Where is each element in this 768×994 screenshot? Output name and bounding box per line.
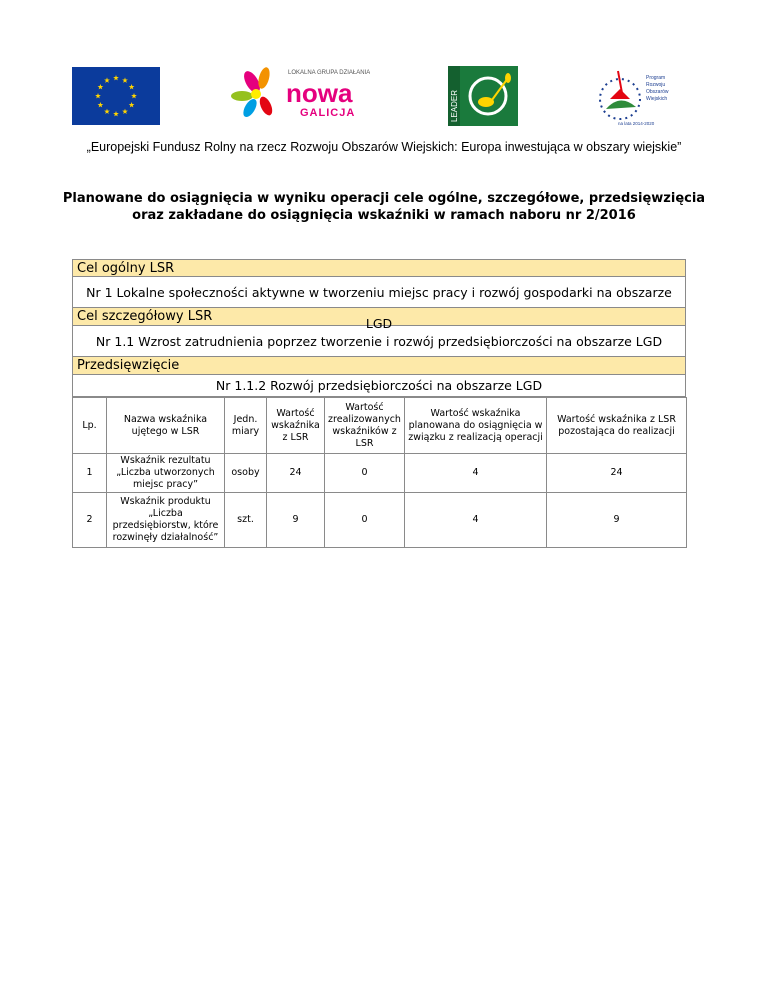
table-header-row: [73, 398, 687, 454]
table-row: [73, 493, 687, 548]
table-cell: 9: [547, 493, 687, 548]
table-cell: 24: [547, 454, 687, 493]
prow-line-2: Rozwoju: [646, 82, 666, 88]
prow-line-1: Program: [646, 75, 666, 81]
header-cell: Lp.: [73, 398, 107, 454]
leader-wordmark: LEADER: [450, 89, 459, 122]
indicator-table: [72, 259, 686, 548]
general-goal-value: Nr 1 Lokalne społeczności aktywne w tworzeniu miejsc pracy i rozwój gospodarki na obszarze LGD: [72, 277, 686, 308]
header-cell: Wartość wskaźnika z LSR pozostająca do realizacji: [547, 398, 687, 454]
prow-years: na lata 2014-2020: [618, 121, 655, 126]
table-cell: 0: [325, 454, 405, 493]
table-cell: 2: [73, 493, 107, 548]
header-cell: Jedn. miary: [225, 398, 267, 454]
specific-goal-value: Nr 1.1 Wzrost zatrudnienia poprzez tworzenie i rozwój przedsiębiorczości na obszarze LGD: [72, 326, 686, 357]
indicators-grid: [72, 397, 687, 548]
header-cell: Wartość wskaźnika z LSR: [267, 398, 325, 454]
logo-bar: [0, 58, 768, 128]
project-label: Przedsięwzięcie: [72, 357, 686, 375]
table-cell: 9: [267, 493, 325, 548]
document-title: Planowane do osiągnięcia w wyniku operacji cele ogólne, szczegółowe, przedsięwzięcia oraz zakładane do osiągnięcia wskaźniki w ramach naboru nr 2/2016: [62, 191, 706, 223]
table-cell: Wskaźnik rezultatu „Liczba utworzonych miejsc pracy”: [107, 454, 225, 493]
specific-goal-label: Cel szczegółowy LSR: [72, 308, 686, 326]
header-cell: Wartość zrealizowanych wskaźników z LSR: [325, 398, 405, 454]
prow-line-3: Obszarów: [646, 89, 669, 95]
table-cell: osoby: [225, 454, 267, 493]
table-cell: szt.: [225, 493, 267, 548]
header-cell: Wartość wskaźnika planowana do osiągnięcia w związku z realizacją operacji: [405, 398, 547, 454]
leader-logo: [448, 66, 518, 126]
galicja-wordmark: GALICJA: [300, 107, 356, 119]
table-row: [73, 454, 687, 493]
table-cell: 1: [73, 454, 107, 493]
table-cell: Wskaźnik produktu „Liczba przedsiębiorstw, które rozwinęły działalność”: [107, 493, 225, 548]
table-cell: 0: [325, 493, 405, 548]
fund-line: „Europejski Fundusz Rolny na rzecz Rozwoju Obszarów Wiejskich: Europa inwestująca w obszary wiejskie”: [86, 140, 682, 154]
nowa-galicja-logo: [230, 62, 370, 126]
project-value: Nr 1.1.2 Rozwój przedsiębiorczości na obszarze LGD: [72, 375, 686, 397]
table-cell: 4: [405, 454, 547, 493]
general-goal-label: Cel ogólny LSR: [72, 259, 686, 277]
header-cell: Nazwa wskaźnika ujętego w LSR: [107, 398, 225, 454]
nowa-wordmark: nowa: [286, 78, 353, 108]
eu-flag-logo: [72, 67, 160, 125]
prow-logo: [596, 63, 688, 127]
lgd-caption: LOKALNA GRUPA DZIAŁANIA: [288, 70, 370, 76]
table-cell: 24: [267, 454, 325, 493]
prow-line-4: Wiejskich: [646, 96, 668, 102]
flower-icon: [231, 66, 275, 119]
table-cell: 4: [405, 493, 547, 548]
